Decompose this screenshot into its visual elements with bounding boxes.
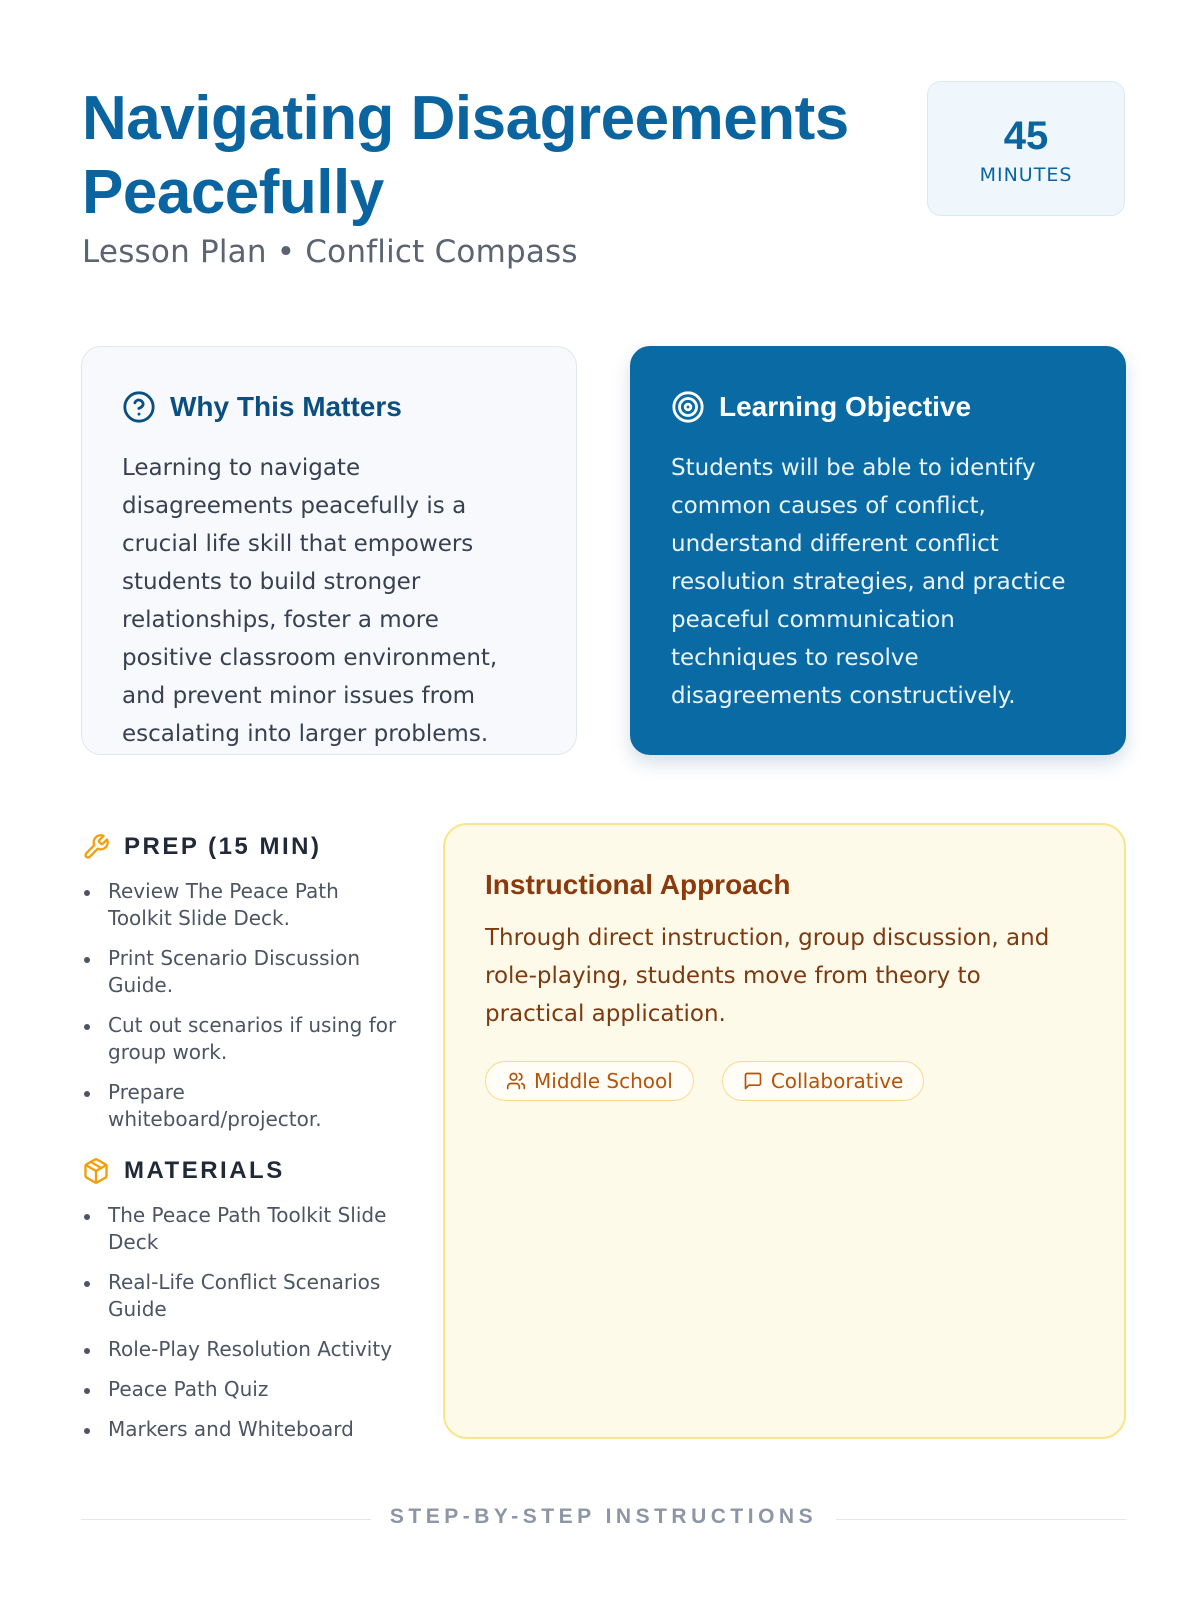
duration-badge bbox=[927, 81, 1125, 216]
materials-header bbox=[82, 1157, 285, 1185]
divider-left bbox=[81, 1519, 371, 1520]
objective-card-title: Learning Objective bbox=[719, 391, 972, 422]
steps-section-label: STEP-BY-STEP INSTRUCTIONS bbox=[389, 1505, 818, 1528]
prep-list bbox=[82, 878, 402, 1146]
learning-objective-card bbox=[630, 346, 1126, 755]
list-item: Print Scenario Discussion Guide. bbox=[82, 945, 402, 999]
list-item: Peace Path Quiz bbox=[82, 1376, 402, 1403]
divider-right bbox=[836, 1519, 1126, 1520]
target-icon bbox=[671, 390, 705, 424]
duration-unit: MINUTES bbox=[979, 164, 1073, 186]
tag-middle-school bbox=[485, 1061, 694, 1101]
list-item: Markers and Whiteboard bbox=[82, 1416, 402, 1443]
box-icon bbox=[82, 1157, 110, 1185]
prep-header bbox=[82, 833, 321, 861]
page-title: Navigating Disagreements Peacefully bbox=[82, 84, 849, 227]
list-item: The Peace Path Toolkit Slide Deck bbox=[82, 1202, 402, 1256]
list-item: Real-Life Conflict Scenarios Guide bbox=[82, 1269, 402, 1323]
instructional-approach-card bbox=[443, 823, 1126, 1439]
materials-title: MATERIALS bbox=[124, 1157, 285, 1184]
why-card-title: Why This Matters bbox=[170, 391, 402, 422]
tag-collaborative bbox=[722, 1061, 925, 1101]
list-item: Prepare whiteboard/projector. bbox=[82, 1079, 402, 1133]
duration-value: 45 bbox=[1003, 114, 1049, 158]
chat-icon bbox=[743, 1071, 763, 1091]
why-this-matters-card bbox=[81, 346, 577, 755]
why-card-body: Learning to navigate disagreements peacefully is a crucial life skill that empowers students to build stronger relationships, foster a more positive classroom environment, and prevent minor issues from escalating into larger problems. bbox=[122, 455, 498, 747]
objective-card-body: Students will be able to identify common causes of conflict, understand different conflict resolution strategies, and practice peaceful communication techniques to resolve disagreements constructively. bbox=[671, 455, 1066, 709]
tag-label: Middle School bbox=[534, 1069, 673, 1093]
list-item: Role-Play Resolution Activity bbox=[82, 1336, 402, 1363]
page-subtitle: Lesson Plan • Conflict Compass bbox=[82, 234, 578, 270]
materials-list bbox=[82, 1202, 402, 1456]
tag-label: Collaborative bbox=[770, 1069, 904, 1093]
list-item: Review The Peace Path Toolkit Slide Deck. bbox=[82, 878, 402, 932]
list-item: Cut out scenarios if using for group work. bbox=[82, 1012, 402, 1066]
users-icon bbox=[506, 1071, 526, 1091]
approach-body: Through direct instruction, group discussion, and role-playing, students move from theory to practical application. bbox=[485, 925, 1050, 1027]
why-card-header bbox=[122, 387, 536, 427]
question-circle-icon bbox=[122, 390, 156, 424]
objective-card-header bbox=[671, 387, 1085, 427]
wrench-icon bbox=[82, 833, 110, 861]
approach-title: Instructional Approach bbox=[485, 869, 791, 900]
prep-title: PREP (15 MIN) bbox=[124, 833, 322, 860]
approach-tags bbox=[485, 1061, 1084, 1101]
